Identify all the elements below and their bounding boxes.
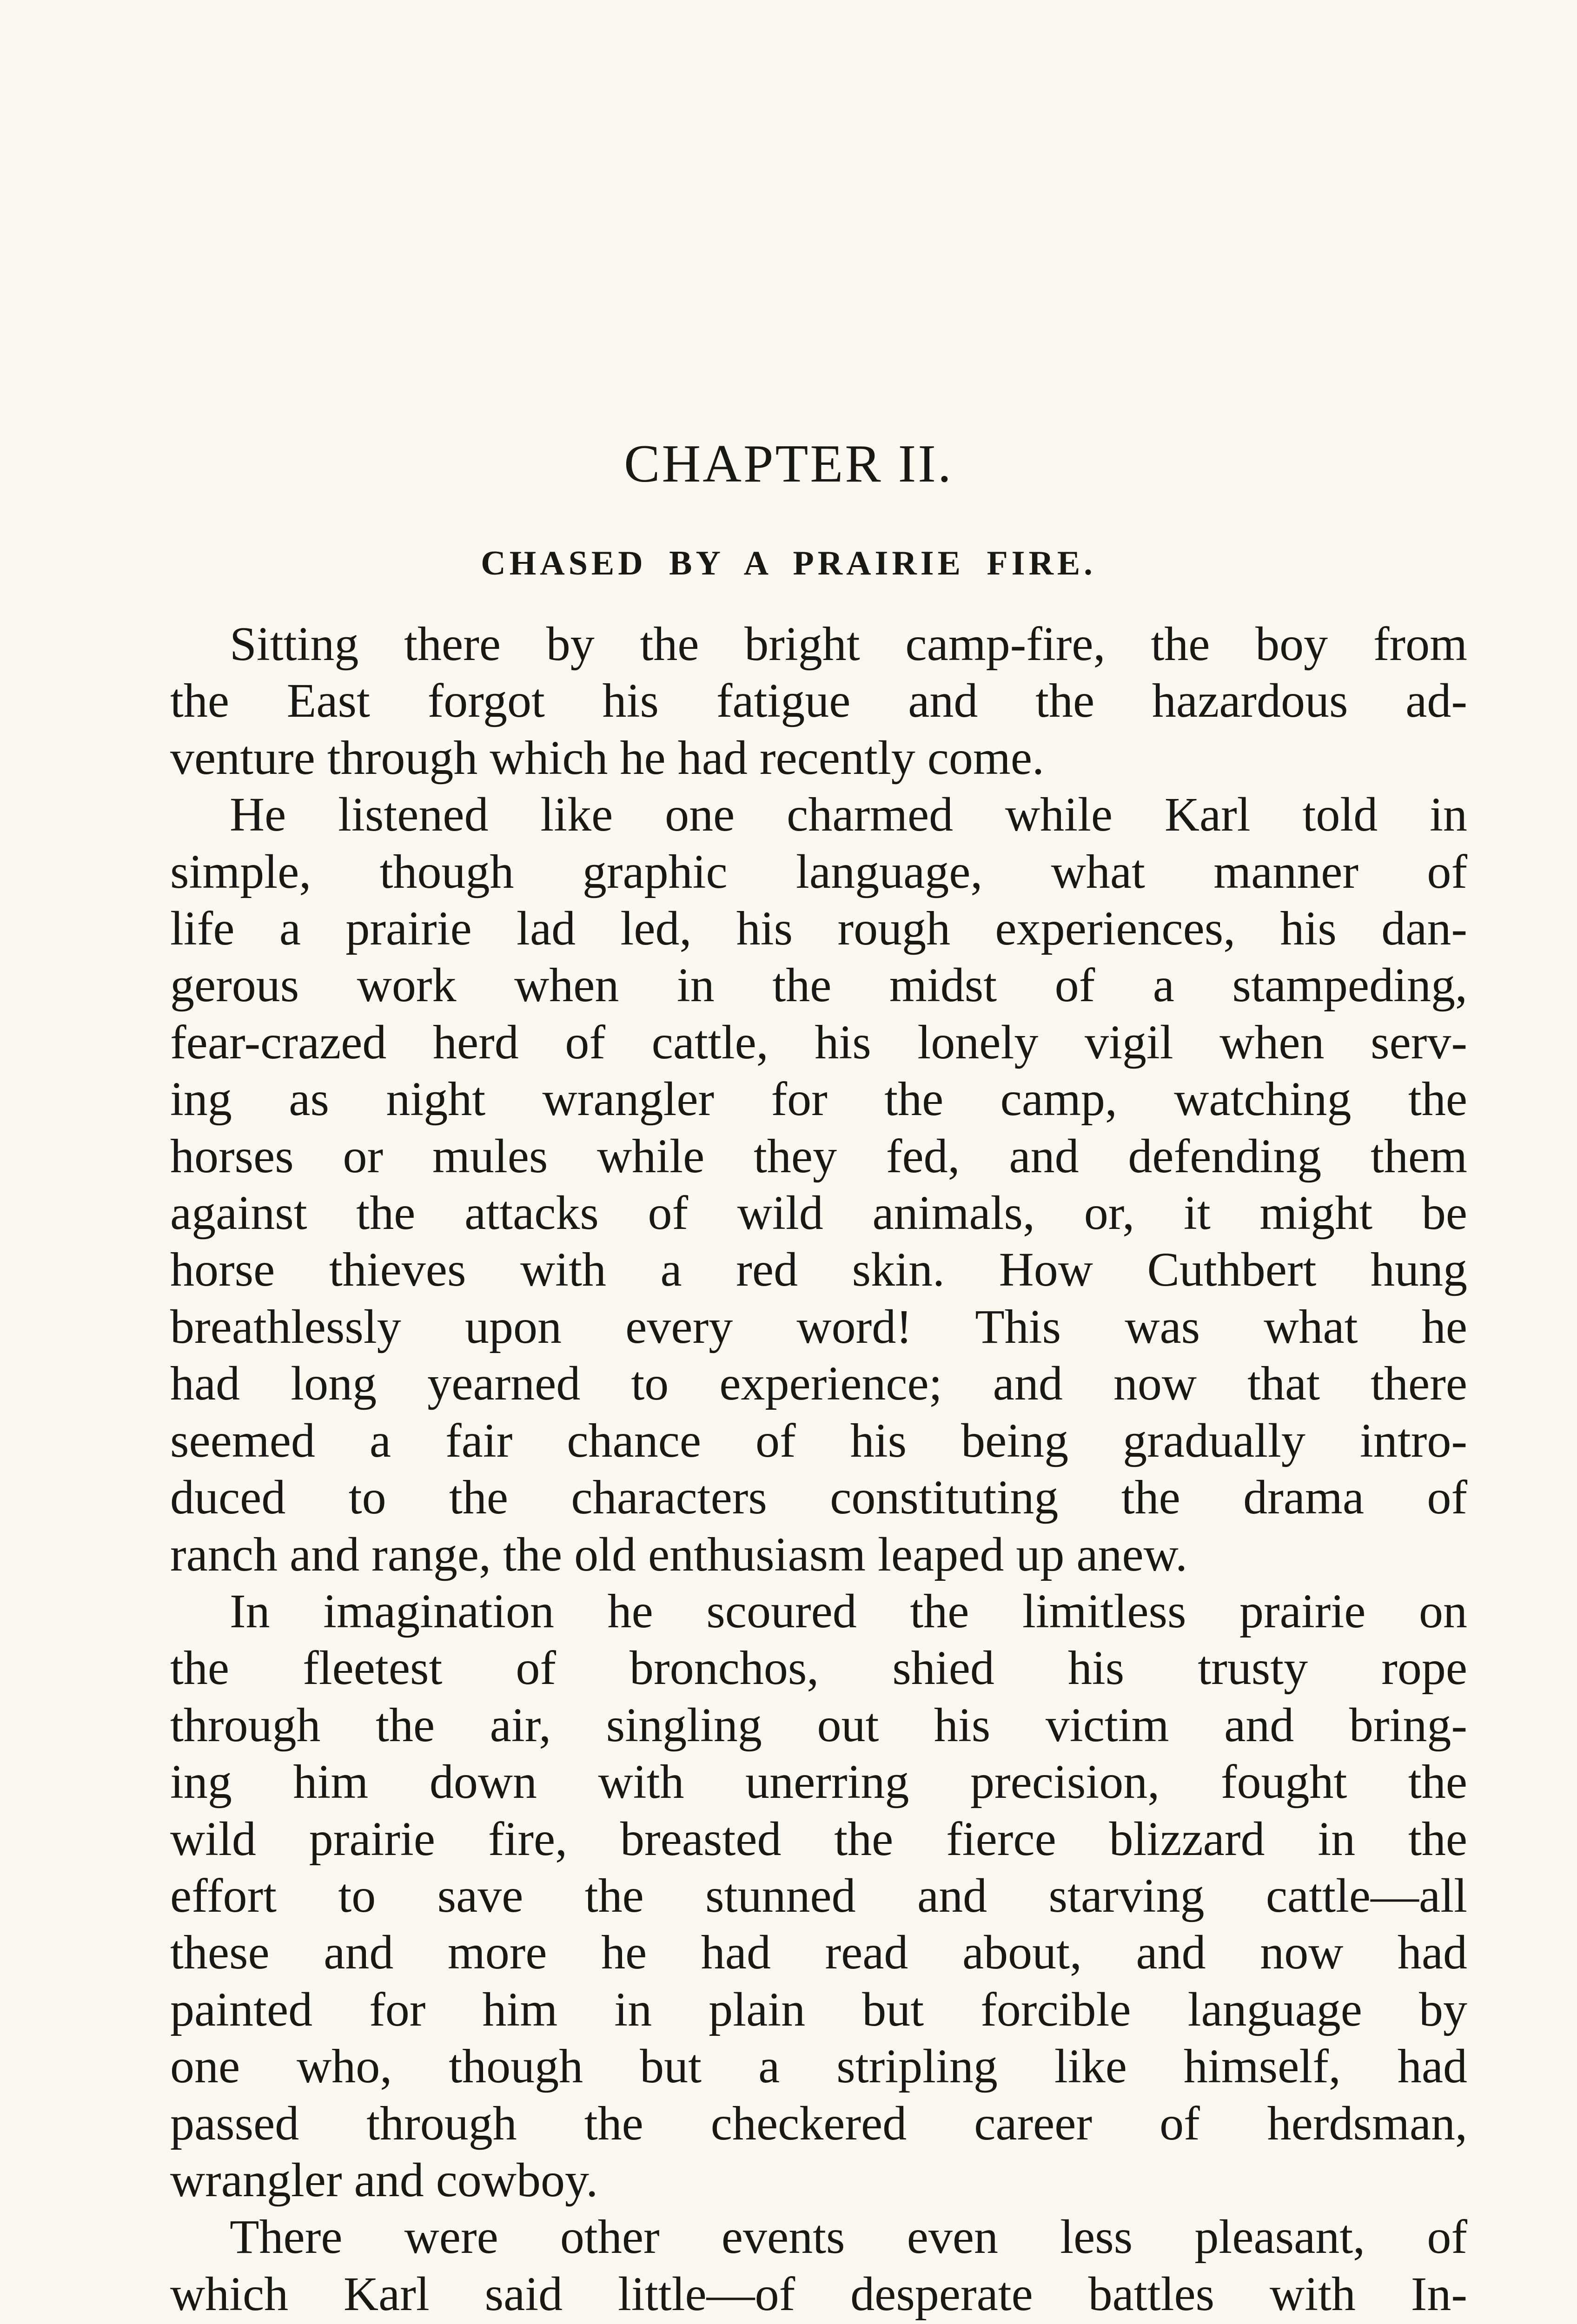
text-line: ranch and range, the old enthusiasm leaped up anew. (170, 1527, 1188, 1581)
text-line: ing him down with unerring precision, fought the (170, 1755, 1467, 1809)
text-line: life a prairie lad led, his rough experiences, his dan- (170, 902, 1467, 956)
text-line: had long yearned to experience; and now that there (170, 1357, 1467, 1411)
text-line: He listened like one charmed while Karl told in (230, 788, 1467, 842)
body-text (170, 616, 1467, 2324)
text-line: breathlessly upon every word! This was what he (170, 1300, 1467, 1353)
text-line: gerous work when in the midst of a stampeding, (170, 958, 1467, 1012)
text-line: In imagination he scoured the limitless prairie on (230, 1584, 1467, 1638)
chapter-title: CHAPTER II. (624, 434, 953, 494)
text-line: wrangler and cowboy. (170, 2153, 598, 2207)
text-line: these and more he had read about, and now had (170, 1926, 1467, 1980)
text-line: fear-crazed herd of cattle, his lonely vigil when serv- (170, 1015, 1467, 1069)
text-line: venture through which he had recently come. (170, 731, 1044, 785)
paragraph-4 (170, 2209, 1467, 2324)
text-line: horses or mules while they fed, and defending them (170, 1129, 1467, 1183)
text-line: painted for him in plain but forcible language by (170, 1982, 1467, 2036)
text-line: seemed a fair chance of his being gradually intro- (170, 1413, 1467, 1467)
paragraph-2 (170, 786, 1467, 1583)
text-line: wild prairie fire, breasted the fierce blizzard in the (170, 1812, 1467, 1866)
text-line: effort to save the stunned and starving cattle—all (170, 1868, 1467, 1922)
paragraph-1 (170, 616, 1467, 786)
text-line: duced to the characters constituting the drama of (170, 1471, 1467, 1525)
text-line: through the air, singling out his victim and bring- (170, 1698, 1467, 1752)
text-line: There were other events even less pleasant, of (230, 2210, 1467, 2264)
text-line: one who, though but a stripling like himself, had (170, 2040, 1467, 2093)
text-line: horse thieves with a red skin. How Cuthbert hung (170, 1243, 1467, 1297)
text-line: the East forgot his fatigue and the hazardous ad- (170, 674, 1467, 728)
text-line: ing as night wrangler for the camp, watching the (170, 1072, 1467, 1126)
paragraph-3 (170, 1583, 1467, 2209)
chapter-subtitle: CHASED BY A PRAIRIE FIRE. (481, 544, 1096, 582)
text-line: passed through the checkered career of herdsman, (170, 2096, 1467, 2150)
text-line: the fleetest of bronchos, shied his trusty rope (170, 1641, 1467, 1695)
text-line: Sitting there by the bright camp-fire, the boy from (230, 617, 1467, 671)
text-line: which Karl said little—of desperate battles with In- (170, 2267, 1467, 2321)
text-line: simple, though graphic language, what manner of (170, 845, 1467, 898)
text-line: against the attacks of wild animals, or, it might be (170, 1186, 1467, 1240)
